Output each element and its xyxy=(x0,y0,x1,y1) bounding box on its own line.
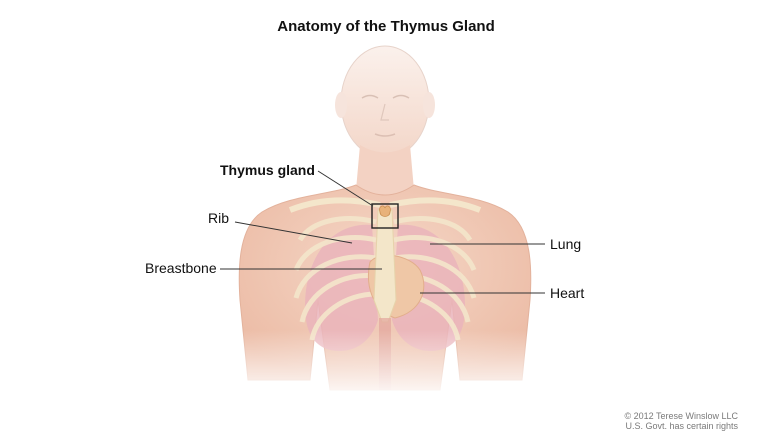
thymus-organ xyxy=(380,206,391,217)
diagram-title: Anatomy of the Thymus Gland xyxy=(277,18,495,35)
rib-label: Rib xyxy=(208,210,230,226)
left-ear xyxy=(335,92,347,118)
thymus-label: Thymus gland xyxy=(220,162,315,178)
bottom-fade xyxy=(230,330,540,400)
copyright-line2: U.S. Govt. has certain rights xyxy=(625,421,738,431)
lung-label: Lung xyxy=(550,236,582,252)
heart-label: Heart xyxy=(550,285,585,301)
copyright-line1: © 2012 Terese Winslow LLC xyxy=(624,411,738,421)
right-ear xyxy=(423,92,435,118)
breastbone-label: Breastbone xyxy=(145,260,217,276)
head xyxy=(341,46,429,158)
breastbone-bone xyxy=(374,210,396,322)
